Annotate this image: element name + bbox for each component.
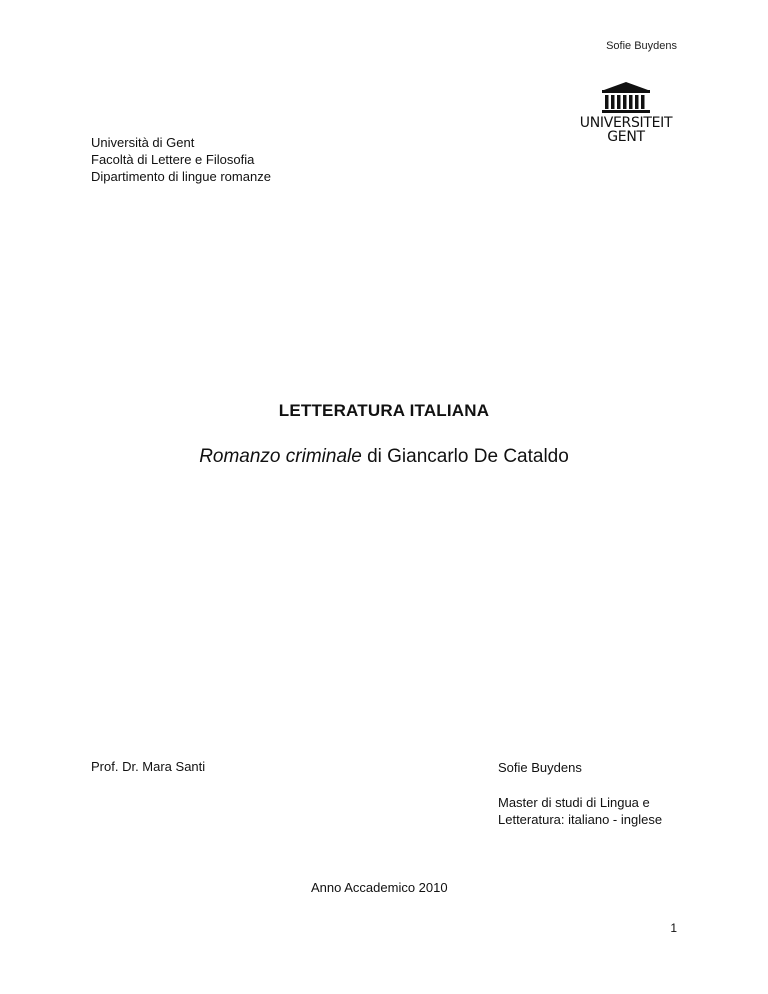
department-name: Dipartimento di lingue romanze (91, 169, 271, 184)
academic-year: Anno Accademico 2010 (311, 880, 448, 895)
document-subtitle (0, 446, 768, 468)
logo-line-gent: GENT (607, 129, 645, 145)
running-header-author: Sofie Buydens (606, 40, 677, 52)
university-name: Università di Gent (91, 135, 195, 150)
novel-author: di Giancarlo De Cataldo (361, 446, 569, 467)
novel-title: Romanzo criminale (199, 446, 362, 467)
university-building-icon (574, 82, 678, 116)
professor-name: Prof. Dr. Mara Santi (91, 759, 206, 774)
author-block (498, 759, 673, 828)
logo-line-universiteit: UNIVERSITEIT (579, 115, 673, 131)
logo-wordmark (574, 116, 678, 144)
author-name: Sofie Buydens (498, 760, 582, 775)
document-title: LETTERATURA ITALIANA (278, 401, 490, 420)
university-logo (574, 82, 678, 150)
faculty-name: Facoltà di Lettere e Filosofia (91, 152, 255, 167)
page-number: 1 (670, 921, 677, 935)
institution-block (91, 134, 271, 185)
study-programme: Master di studi di Lingua e Letteratura: italiano - inglese (498, 795, 663, 827)
